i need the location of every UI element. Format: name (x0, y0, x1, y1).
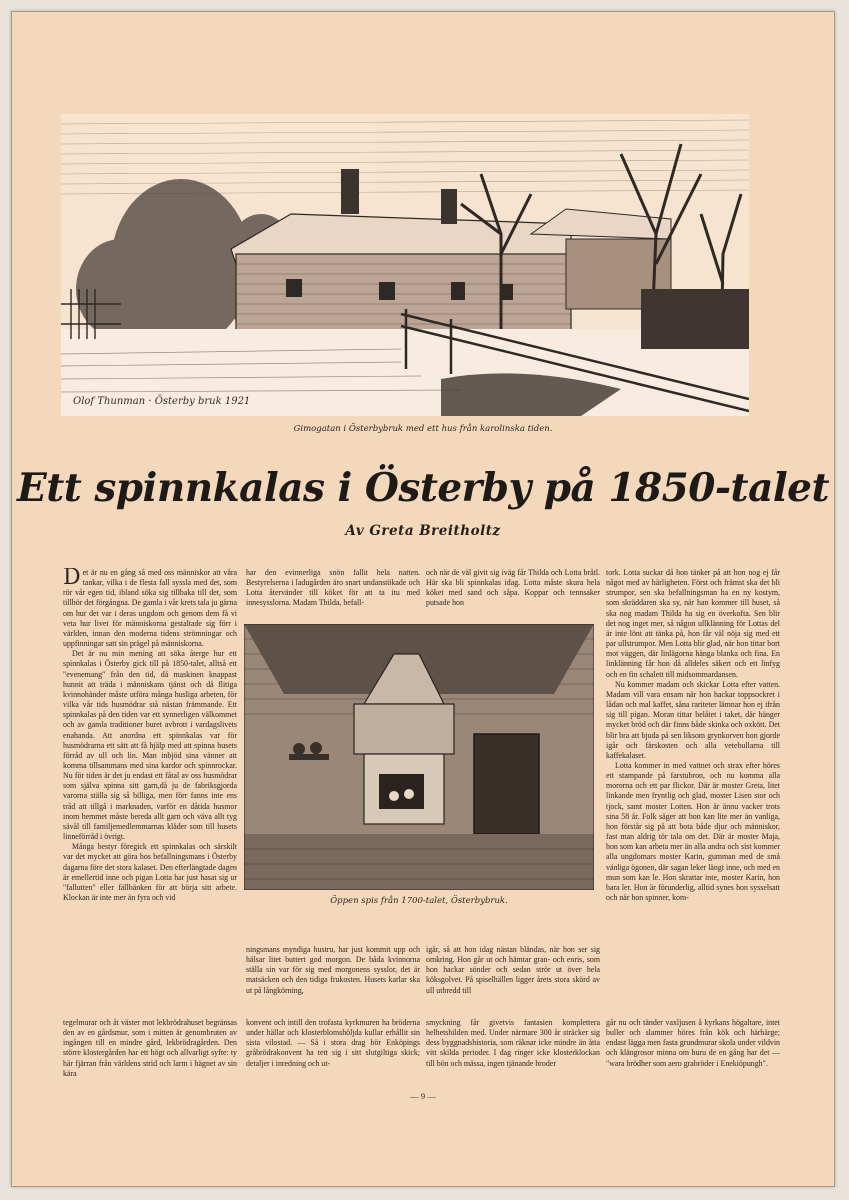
paragraph: konvent och intill den trofasta kyrkmuren ha bröderna under hällar och klosterblomshöljda kullar erhållit sin sista vilostad. — Så i stora drag bör Enköpings gråbrödrakonvent ha tett sig i sitt slutgiltiga skick; detaljer i inredning och ut- (246, 1018, 420, 1068)
continuation-column-2 (246, 1018, 420, 1090)
hearth-drawing (244, 624, 594, 890)
paragraph: ningsmans myndiga hustru, har just kommit upp och hälsar litet buttert god morgon. De båda kvinnorna ställa sin var för sig med morgonens sysslor, det är matsäcken och den tidiga frukosten. Husets karlar ska ut på långkörning, (246, 945, 420, 995)
article-column-4 (606, 568, 780, 1008)
article-column-2-top (246, 568, 420, 619)
paragraph: Det är nu min mening att söka återge hur ett spinnkalas i Österby gick till på 1850-talet, alltså ett "evenemang" från den tid, då maskinen knappast hunnit att träda i människans tjänst och då flitiga kvinnohänder måste utföra många husliga arbeten, för vilka vår tids husmödrar stå nästan främmande. Ett spinnkalas på den tiden var ett synnerligen välkommet och av gamla traditioner buret avbrott i vardagslivets enahanda. Att anordna ett spinnkalas var för husmödrarna ett sätt att få hjälp med att spinna husets förråd av ull och lin. Man inbjöd sina vänner att komma tillsammans med sina kardor och spinnrockar. Nu för tiden är det ju endast ett fåtal av oss husmödrar som själva spinna sitt garn,då ju de fabriksgjorda varorna ställa sig så billiga, men förr fanns inte ens tråd att tillgå i marknaden, varför en dåtida husmor inom hemmet måste bereda allt garn och väva allt tyg sävål till familjemedlemmarnas kläder som till husets linneförråd i övrigt. (63, 649, 237, 842)
article-column-3-top (426, 568, 600, 619)
winter-village-drawing (61, 114, 749, 416)
article-title: Ett spinnkalas i Österby på 1850-talet (17, 465, 829, 511)
article-column-3-bottom (426, 945, 600, 1007)
paragraph: har den evinnerliga snön fallit hela natten. Bestyrelserna i ladugården äro snart undanstökade och Lotta återvänder till köket för att ta itu med innesysslorna. Madam Thilda, befall- (246, 568, 420, 608)
paragraph: Många bestyr föregick ett spinnkalas och särskilt var det mycket att göra hos befallningsmans i Österby dagarna före det stora kalaset. Den efterlängtade dagen är emellertid inne och pigan Lotta har just hasat sig ur "fallutten" eller fällbänken för att börja sitt arbete. Klockan är inte mer än fyra och vid (63, 842, 237, 902)
continuation-column-1 (63, 1018, 237, 1090)
paragraph: och när de väl givit sig iväg får Thilda och Lotta bråtl. Här ska bli spinnkalas idag. Lotta måste skura hela köket med sand och såpa. Koppar och tennsaker putsade hon (426, 568, 600, 608)
article-column-1 (63, 568, 237, 1004)
drop-cap: D (63, 568, 81, 590)
newspaper-page (11, 11, 835, 1187)
paragraph: tegelmurar och åt väster mot lekbrödrahuset begränsas den av en gårdsmur, som i mitten är genombruten av ingången till en mindre gård, lekbrödragården. Den större klostergården har ett högt och allvarligt syfte: ty här fjärran från världens strid och larm i hägnet av sin kära (63, 1018, 237, 1078)
paragraph: tork. Lotta suckar då hon tänker på att hon nog ej får något med av härligheten. Först och främst ska det bli strumpor, sen ska befallningsman ha en ny kostym, som skräddaren ska sy, när han kommer till huset, så ska nog madam Thilda ha sig en överkofta. Sen blir det nog inget mer, så någon ullklänning för Lottas del är inte lönt att tänka på, hon får väl nöja sig med ett par ullstrumpor. Men Lotta blir glad, när hon tittar bort mot väggen, där linlägorna hänga blanka och fina. En linklänning får hon då alldeles säkert och ett linfyg och en fin schalett till midsommardansen. (606, 568, 780, 679)
article-column-2-bottom (246, 945, 420, 1007)
paragraph: et är nu en gång så med oss människor att våra tankar, vilka i de flesta fall syssla med det, som rör vår egen tid, ibland söka sig tillbaka till det, som tillhör det förgångna. De gamla i vår krets tala ju gärna om hur det var i deras ungdom och genom dem få vi veta hur livet för människorna gestaltade sig förr i världen, innan den moderna tidens strömningar och uppfinningar satt sin prägel på människorna. (63, 568, 237, 649)
paragraph: Nu kommer madam och skickar Lotta efter vatten. Madam vill vara ensam när hon hackar toppsockret i lådan och mal kaffet, såna rariteter lämnar hon ej ifrån sig till pigan. Moran tittar belåtet i taket, där hänger mycket bröd och där finns både skinka och oxkött. Det blir bra att bjuda på sen liksom grynkorven hon gjorde igår och färskosten och alla vetebullarna till kaffekalaset. (606, 679, 780, 760)
illustration-open-hearth (244, 624, 594, 890)
signature-text: Olof Thunman · Österby bruk 1921 (73, 396, 251, 407)
caption-top: Gimogatan i Österbybruk med ett hus från karolinska tiden. (293, 424, 553, 434)
paragraph: Lotta kommer in med vattnet och strax efter höres ett stampande på farstubron, och nu komma alla mororna och ett par flickor. Där är moster Greta, litet linkande men fryntlig och glad, moster Lisen stor och tjock, samt moster Lotten. Hon är ännu vacker trots sina 58 år. Folk säger att hon kan lite mer än vanliga, hon förstår sig på att bota både djur och människor, fast man aldrig tör tala om det. Där är moster Maja, hon som kan arbeta mer än alla andra och sist kommer alla ungdomars moster Karin, gumman med de små vänliga ögonen, där sagan leker längt inne, och med en mun som kan le. Hon skrattar inte, moster Karin, hon bara ler. Hon är förunderlig, alltid synes hon sysselsatt och när hon spinner, kom- (606, 760, 780, 902)
paragraph: smyckning får givetvis fantasien komplettera helhetsbilden med. Under närmare 300 år sträcker sig dess byggnadshistoria, som räknar icke mindre än åtta vitt skilda perioder. I dag ringer icke klosterklockan till bön och mässa, ingen tjänande broder (426, 1018, 600, 1068)
illustration-village-street (61, 114, 749, 416)
continuation-column-3 (426, 1018, 600, 1090)
page-number: — 9 — (410, 1091, 436, 1101)
article-byline: Av Greta Breitholtz (345, 523, 501, 539)
paragraph: går nu och tänder vaxljusen å kyrkans högaltare, intet buller och slammer höres från kök och härbärge; endast lägga men fasta grundmurar skola under vildvin och klängrosor minna om huru de en gång har det — "wara brödher som aero grabröder i Enekiöpungh". (606, 1018, 780, 1068)
caption-mid: Öppen spis från 1700-talet, Österbybruk. (330, 896, 508, 906)
paragraph: igår, så att hon idag nästan bländas, när hon ser sig omkring. Hon går ut och hämtar gran- och enris, som hon hackar sönder och sedan strör ut över hela köksgolvet. På spiselhällen ligger årets stora skörd av ull utbredd till (426, 945, 600, 995)
continuation-column-4 (606, 1018, 780, 1090)
